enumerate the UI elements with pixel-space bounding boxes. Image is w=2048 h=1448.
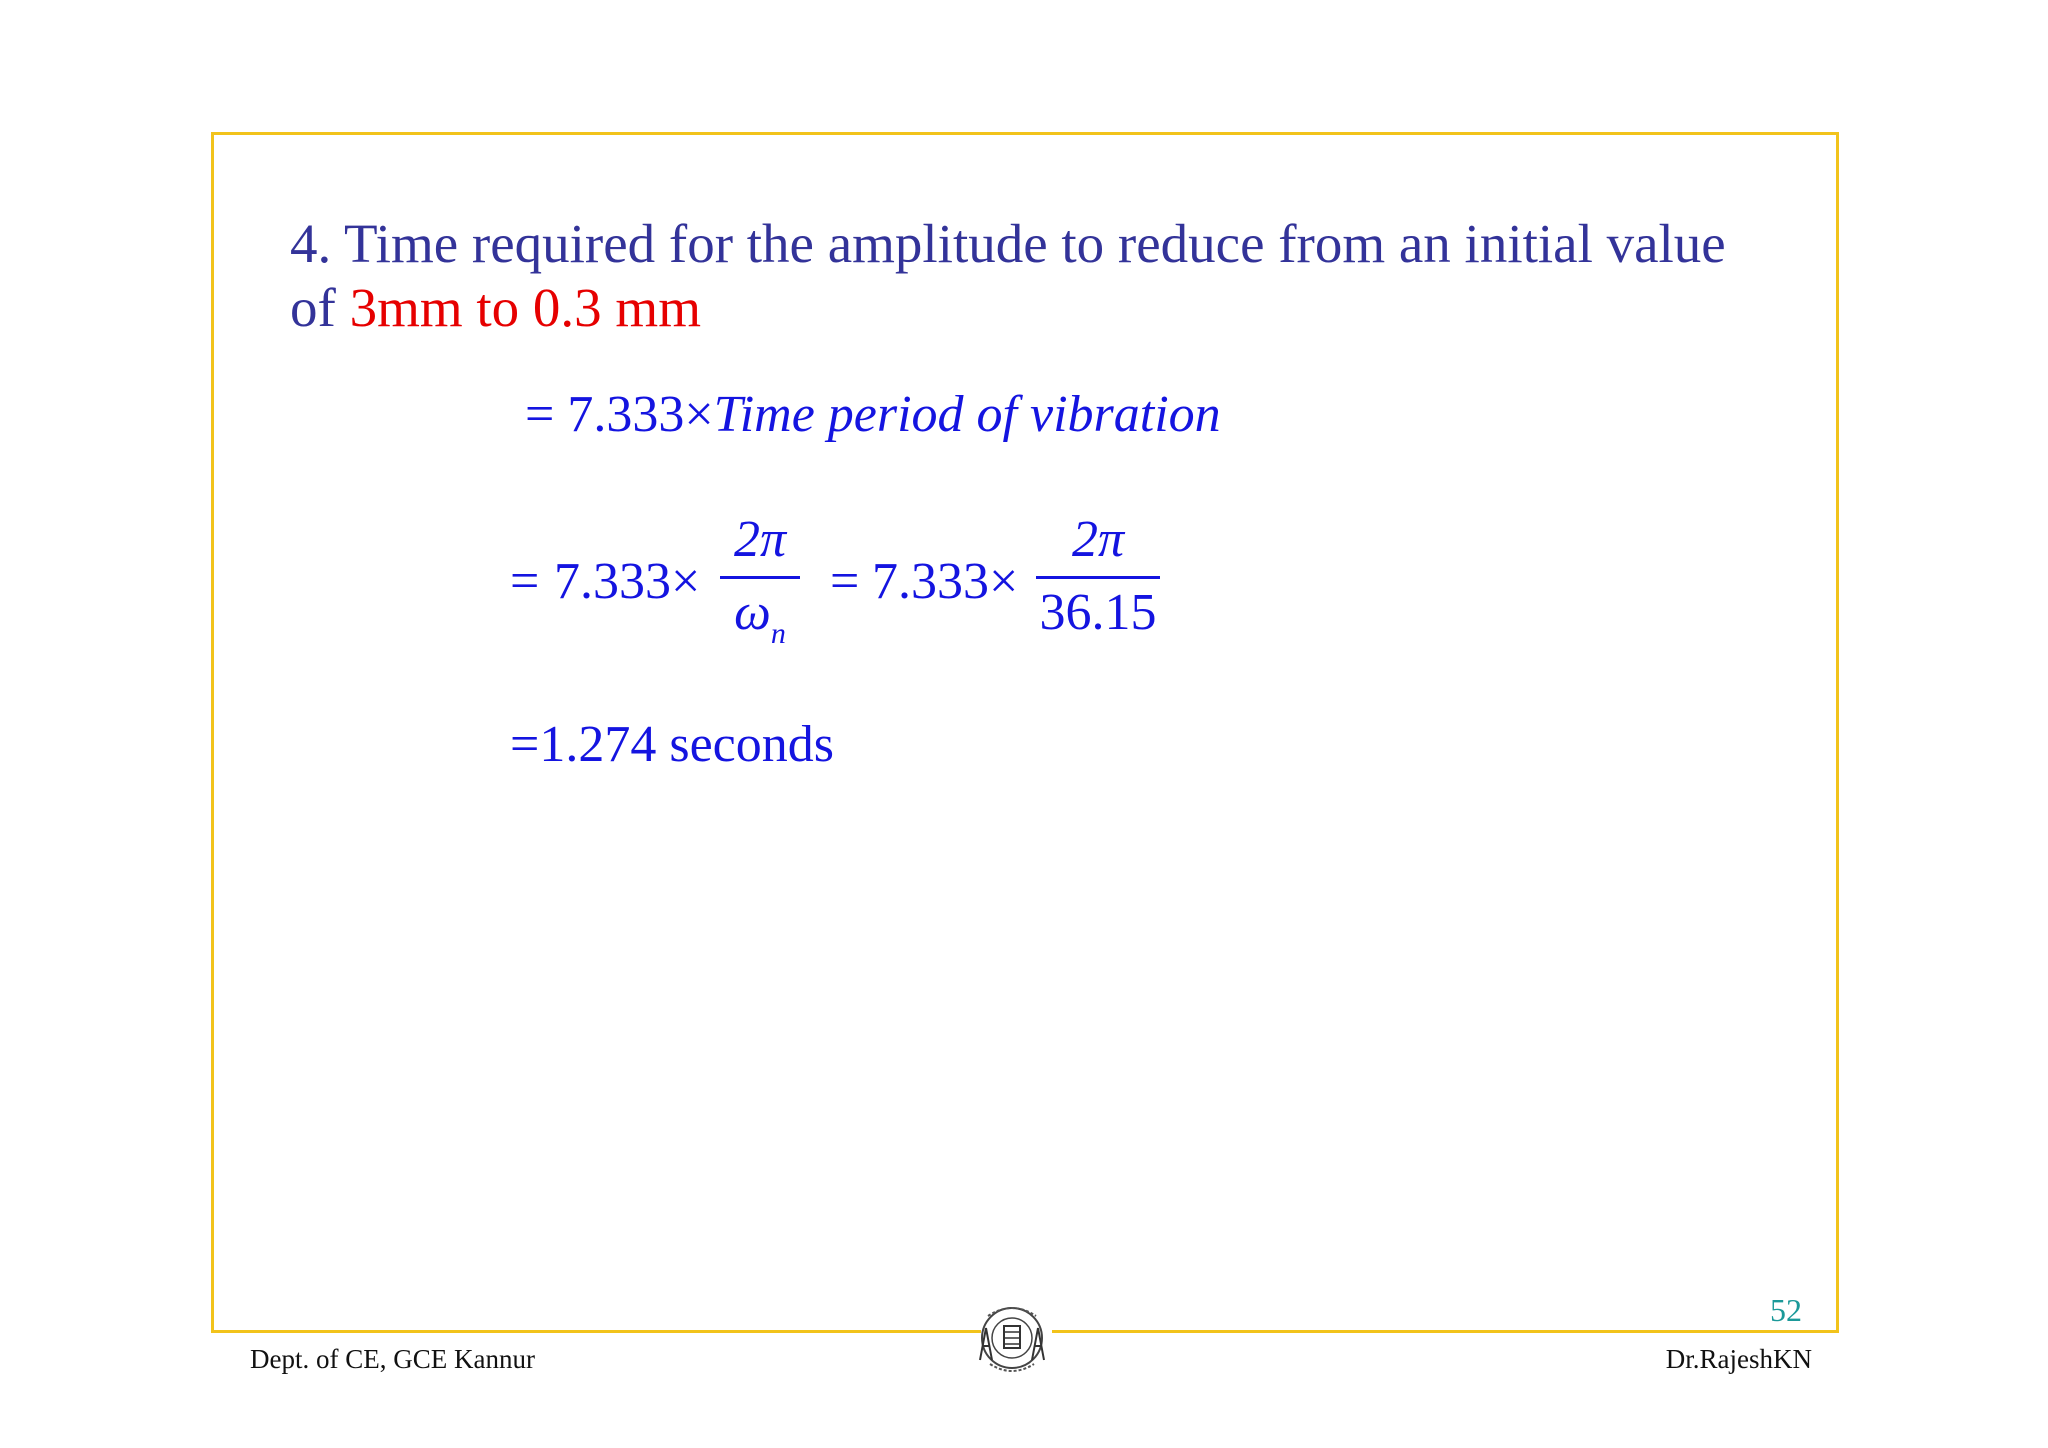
- eq2-equals-a: =: [510, 553, 540, 610]
- frame-bottom-line-left: [211, 1330, 981, 1333]
- equation-line-3: [510, 715, 834, 774]
- eq2-factor-b: 7.333×: [872, 553, 1019, 610]
- slide-heading: [290, 212, 1750, 340]
- eq2-fraction-b: [1036, 510, 1160, 643]
- heading-text: 4. Time required for the amplitude to reduce from an initial value of: [290, 213, 1726, 338]
- frame-bottom-line-right: [1052, 1330, 1839, 1333]
- omega-subscript: n: [770, 617, 786, 650]
- eq2-denominator-b: 36.15: [1039, 584, 1157, 641]
- eq1-factor: 7.333×: [567, 386, 714, 443]
- footer-author: Dr.RajeshKN: [1665, 1344, 1812, 1374]
- eq2-denominator-a: [720, 579, 800, 664]
- eq2-numerator-b: 2π: [1036, 510, 1160, 579]
- omega-symbol: ω: [734, 584, 771, 641]
- footer-department: Dept. of CE, GCE Kannur: [250, 1344, 535, 1374]
- eq2-fraction-a: [720, 510, 800, 664]
- equation-line-1: [525, 385, 1221, 444]
- eq3-value: 1.274 seconds: [539, 716, 834, 773]
- eq2-equals-b: =: [830, 553, 860, 610]
- eq3-equals: =: [510, 716, 540, 773]
- page-number: 52: [1770, 1292, 1802, 1328]
- eq1-equals: =: [525, 386, 555, 443]
- eq2-factor-a: 7.333×: [554, 553, 701, 610]
- heading-highlight: 3mm to 0.3 mm: [349, 277, 701, 338]
- eq2-numerator-a: 2π: [720, 510, 800, 579]
- college-seal-icon: [972, 1298, 1052, 1380]
- eq1-expression: Time period of vibration: [713, 386, 1221, 443]
